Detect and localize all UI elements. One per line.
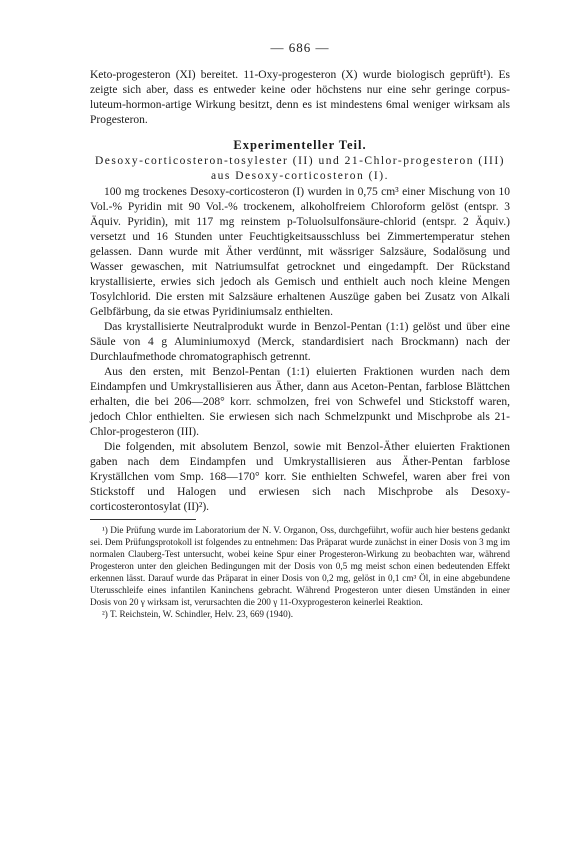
page-number: — 686 — <box>270 40 330 55</box>
body-paragraph-1: 100 mg trockenes Desoxy-corticosteron (I) wurden in 0,75 cm³ einer Mischung von 10 Vol.-% Pyridin mit 90 Vol.-% trockenem, alkoholfreiem Chloroform gelöst (entspr. 3 Äquiv. Pyridin), mit 117 mg reinstem p-Toluolsulfonsäure-chlorid (entspr. 2 Äquiv.) versetzt und 16 Stunden unter Feuchtigkeitsausschluss bei Zimmertemperatur stehen gelassen. Dann wurde mit Äther verdünnt, mit wässriger Salzsäure, Sodalösung und Wasser gewaschen, mit Natriumsulfat getrocknet und eingedampft. Der Rückstand krystallisierte, erwies sich jedoch als Gemisch und enthielt auch noch kleine Mengen Tosylchlorid. Die ersten mit Salzsäure erhaltenen Auszüge gaben bei Zusatz von Alkali Gelbfärbung, da sie etwas Pyridiniumsalz enthielten. <box>90 186 510 318</box>
footnotes <box>90 524 510 620</box>
footnote-divider <box>90 519 196 520</box>
footnote-1: ¹) Die Prüfung wurde im Laboratorium der N. V. Organon, Oss, durchgeführt, wofür auch hier bestens gedankt sei. Dem Prüfungsprotokoll ist folgendes zu entnehmen: Das Präparat wurde zunächst in einer Dosis von 3 mg im normalen Clauberg-Test untersucht, wobei keine Spur einer Progesteron-Wirkung zu beobachten war, während Progesteron unter den gleichen Bedingungen mit der Dosis von 0,5 mg meist schon einen bedeutenden Effekt erkennen lässt. Darauf wurde das Präparat in einer Dosis von 0,2 mg, gelöst in 0,1 cm³ Öl, in eine abgebundene Uterusschleife eines infantilen Kaninchens gebracht. Während Progesteron unter diesen Umständen in einer Dosis von 20 γ wirksam ist, verursachten die 200 γ 11-Oxyprogesteron keinerlei Reaktion. <box>90 525 510 607</box>
section-heading: Experimenteller Teil. <box>233 138 367 152</box>
subheading: Desoxy-corticosteron-tosylester (II) und 21-Chlor-progesteron (III) aus Desoxy-corticosteron (I). <box>94 155 506 182</box>
page-content <box>90 40 510 620</box>
body-paragraph-2: Das krystallisierte Neutralprodukt wurde in Benzol-Pentan (1:1) gelöst und über eine Säule von 4 g Aluminiumoxyd (Merck, standardisiert nach Brockmann) nach der Durchlaufmethode chromatographisch getrennt. <box>90 321 510 363</box>
footnote-2: ²) T. Reichstein, W. Schindler, Helv. 23, 669 (1940). <box>102 609 294 619</box>
body-paragraph-3: Aus den ersten, mit Benzol-Pentan (1:1) eluierten Fraktionen wurden nach dem Eindampfen und Umkrystallisieren aus Äther, dann aus Aceton-Pentan, farblose Blättchen erhalten, die bei 206—208° korr. schmolzen, frei von Schwefel und Stickstoff waren, jedoch Chlor enthielten. Sie erwiesen sich nach Schmelzpunkt und Mischprobe als 21-Chlor-progesteron (III). <box>90 366 510 438</box>
intro-paragraph: Keto-progesteron (XI) bereitet. 11-Oxy-progesteron (X) wurde biologisch geprüft¹). Es zeigte sich aber, dass es entweder keine oder höchstens nur eine sehr geringe corpus-luteum-hormon-artige Wirkung besitzt, denn es ist mindestens 6mal weniger wirksam als Progesteron. <box>90 69 510 126</box>
body-paragraph-4: Die folgenden, mit absolutem Benzol, sowie mit Benzol-Äther eluierten Fraktionen gaben nach dem Eindampfen und Umkrystallisieren aus Äther-Pentan farblose Kryställchen vom Smp. 168—170° korr. Sie enthielten Schwefel, waren aber frei von Stickstoff und Halogen und erwiesen sich nach Mischprobe als Desoxy-corticosterontosylat (II)²). <box>90 441 510 513</box>
